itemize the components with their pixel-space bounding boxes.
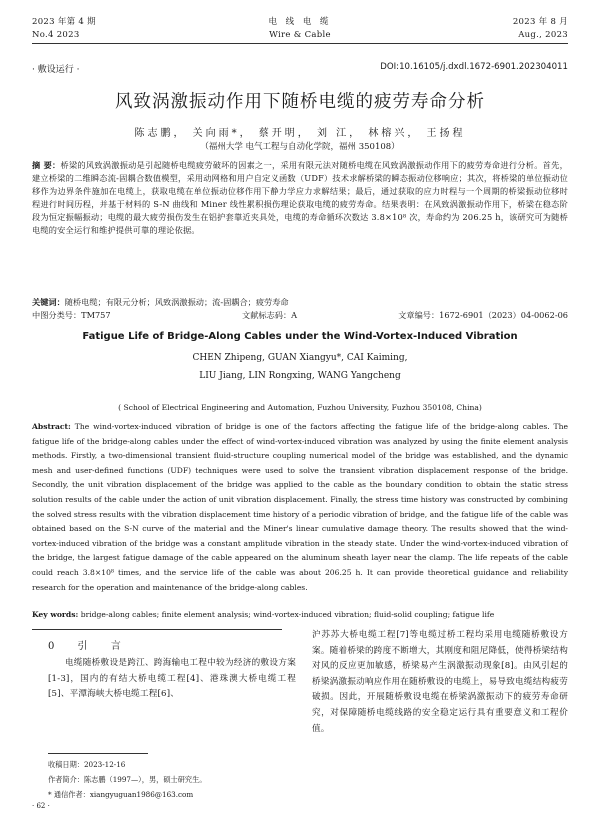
journal-name-en: Wire & Cable	[269, 30, 331, 40]
section-heading: 0 引 言	[48, 641, 131, 652]
keywords-en-text: bridge-along cables; finite element analysis; wind-vortex-induced vibration; fluid-solid coupling; fatigue life	[80, 610, 495, 619]
abstract-en-text: The wind-vortex-induced vibration of bridge is one of the factors affecting the fatigue life of the bridge-along cables. The fatigue life of the bridge-along cables under the effect of wind-vortex-induced vibration was analyzed by using the finite element analysis methods. Firstly, a two-dimensional transient fluid-structure coupling numerical model of the bridge was established, and the dynamic mesh and user-defined functions (UDF) techniques were used to solve the transient vibration displacement response of the bridge. Secondly, the unit vibration displacement of the bridge was applied to the cable as the boundary condition to obtain the static stress solution results of the cable under the action of unit vibration displacement. Finally, the stress time history was constructed by combining the solved stress results with the vibration displacement time history of a periodic vibration of bridge, and the fatigue life of the cable was obtained based on the S-N curve of the material and the Miner's linear cumulative damage theory. The results showed that the wind-vortex-induced vibration of the bridge was a constant amplitude vibration in the steady state. Under the wind-vortex-induced vibration of the bridge, the largest fatigue damage of the cable appeared on the aluminum sheath layer near the clamp. The life repeats of the cable could reach 3.8×10⁸ times, and the service life of the cable was about 206.25 h. It can provide theoretical guidance and reliability research for the operation and maintenance of the bridge-along cables.	[32, 422, 568, 592]
intro-left-column: 电缆随桥敷设是跨江、跨海输电工程中较为经济的敷设方案[1-3]，国内的有结大桥电缆工程[4]、港珠澳大桥电缆工程[5]、平潭海峡大桥电缆工程[6]、	[48, 658, 296, 700]
abstract-cn-label: 摘 要：	[32, 160, 61, 170]
journal-issue-cn: 2023 年第 4 期	[32, 17, 96, 27]
keywords-cn-text: 随桥电缆；有限元分析；风致涡激振动；流-固耦合；疲劳寿命	[64, 297, 289, 307]
abstract-cn	[32, 159, 568, 238]
authors-en-line-1: CHEN Zhipeng, GUAN Xiangyu*, CAI Kaiming,	[192, 353, 408, 363]
keywords-cn	[32, 296, 568, 309]
journal-date-cn: 2023 年 8 月	[512, 17, 568, 27]
journal-date-en: Aug., 2023	[518, 30, 568, 40]
article-number: 文章编号：1672-6901（2023）04-0062-06	[398, 310, 568, 320]
footnote-author-bio: 作者简介：陈志鹏（1997—），男，硕士研究生。	[48, 775, 207, 784]
authors-cn: 陈志鹏， 关向雨*， 蔡开明， 刘 江， 林榕兴， 王扬程	[134, 128, 466, 139]
abstract-cn-text: 桥梁的风致涡激振动是引起随桥电缆疲劳破坏的因素之一，采用有限元法对随桥电缆在风致涡激振动作用下的疲劳寿命进行分析。首先，建立桥梁的二维瞬态流-固耦合数值模型，采用动网格和用户自定义函数（UDF）技术求解桥梁的瞬态振动位移响应；其次，将桥梁的单位振动位移作为边界条件施加在电缆上，获取电缆在单位振动位移作用下静力学应力求解结果；最后，通过获取的应力时程与一个周期的桥梁振动位移时程进行时间历程，并基于材料的 S-N 曲线和 Miner 线性累积损伤理论获取电缆的疲劳寿命。结果表明：在风致涡激振动作用下，桥梁在稳态阶段为恒定振幅振动；电缆的最大疲劳损伤发生在铝护套靠近夹具处，电缆的寿命循环次数达 3.8×10⁸ 次，寿命约为 206.25 h，该研究可为随桥电缆的安全运行和维护提供可靠的理论依据。	[32, 160, 568, 236]
keywords-en	[32, 608, 568, 623]
intro-right-column: 沪苏苏大桥电缆工程[7]等电缆过桥工程均采用电缆随桥敷设方案。随着桥梁的跨度不断增大，其刚度和阻尼降低，使得桥梁结构对风的反应更加敏感，桥梁易产生涡激振动现象[8]。由风引起的桥梁涡激振动响应作用在随桥敷设的电缆上，易导致电缆结构疲劳破损。因此，开展随桥敷设电缆在桥梁涡激振动下的疲劳寿命研究，对保障随桥电缆线路的安全稳定运行具有重要意义和工程价值。	[312, 630, 568, 734]
column-tag: · 敷设运行 ·	[32, 65, 80, 75]
abstract-en-label: Abstract:	[32, 422, 71, 431]
keywords-en-label: Key words:	[32, 610, 79, 619]
doi[interactable]: DOI:10.16105/j.dxdl.1672-6901.202304011	[380, 62, 568, 72]
authors-en-line-2: LIU Jiang, LIN Rongxing, WANG Yangcheng	[199, 371, 401, 381]
abstract-en	[32, 420, 568, 595]
affiliation-cn: （福州大学 电气工程与自动化学院，福州 350108）	[200, 142, 400, 152]
clc-number: 中图分类号：TM757	[32, 310, 111, 320]
article-title-en: Fatigue Life of Bridge-Along Cables under the Wind-Vortex-Induced Vibration	[82, 331, 518, 342]
body-top-rule	[32, 629, 282, 630]
article-title-cn: 风致涡激振动作用下随桥电缆的疲劳寿命分析	[115, 92, 485, 112]
journal-name-cn: 电 线 电 缆	[268, 17, 332, 27]
page-number: · 62 ·	[32, 802, 50, 810]
affiliation-en: ( School of Electrical Engineering and Automation, Fuzhou University, Fuzhou 350108, China)	[118, 403, 482, 412]
keywords-cn-label: 关键词：	[32, 297, 65, 307]
footnote-received: 收稿日期：2023-12-16	[48, 760, 126, 769]
footnote-rule	[48, 753, 148, 754]
footnote-email: * 通信作者：xiangyuguan1986@163.com	[48, 790, 194, 799]
header-rule	[32, 43, 568, 44]
document-code: 文献标志码：A	[242, 310, 298, 320]
journal-issue-en: No.4 2023	[32, 30, 80, 40]
